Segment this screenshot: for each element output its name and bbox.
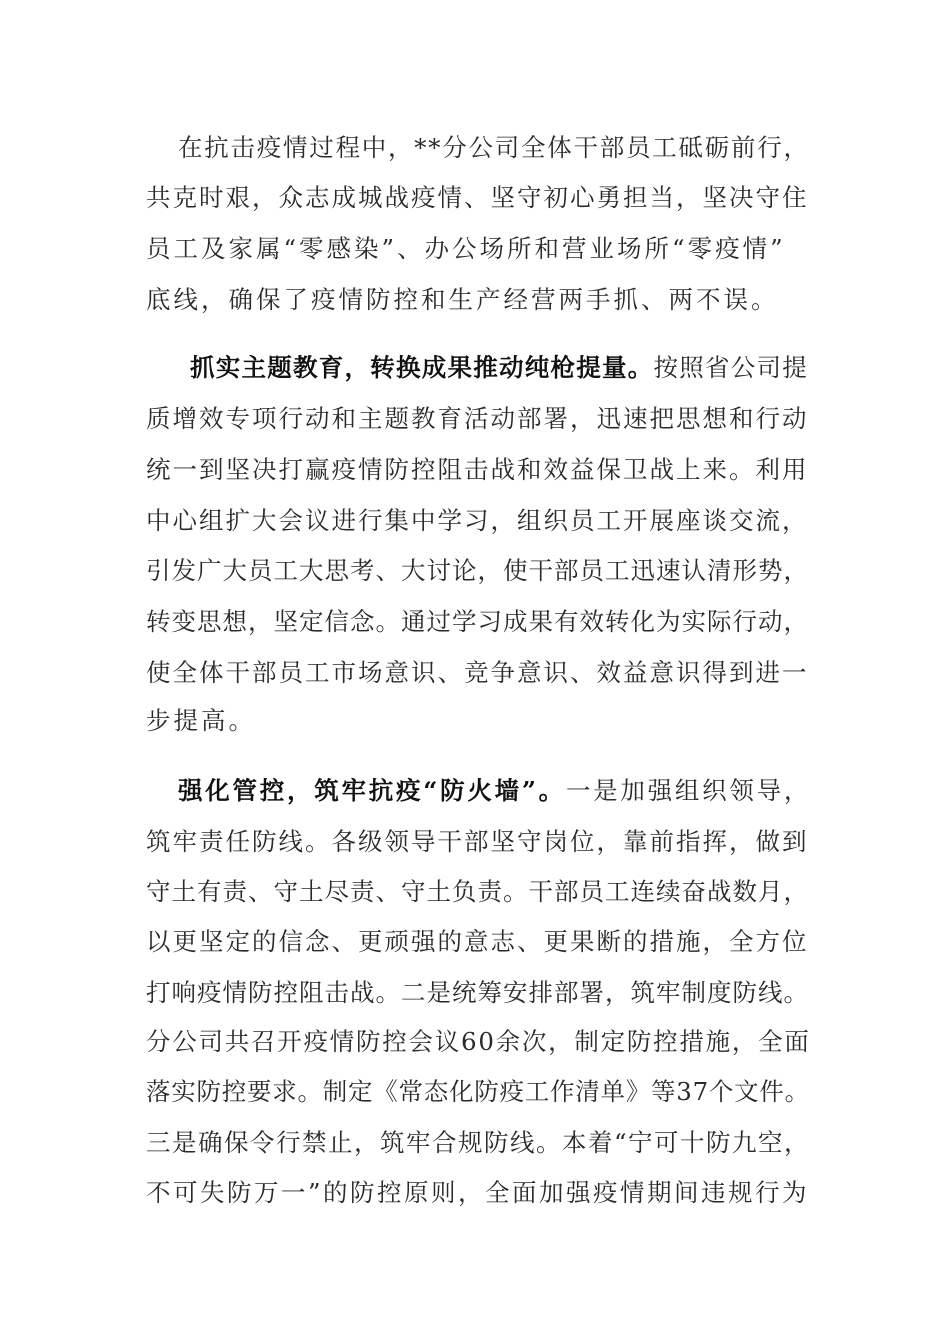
paragraph-line: 以更坚定的信念、更顽强的意志、更果断的措施，全方位 bbox=[146, 927, 809, 956]
paragraph-line: 落实防控要求。制定《常态化防疫工作清单》等37个文件。 bbox=[146, 1077, 810, 1106]
paragraph-first-line bbox=[190, 351, 808, 385]
paragraph-line: 守土有责、守土尽责、守土负责。干部员工连续奋战数月， bbox=[146, 877, 809, 906]
paragraph-line: 统一到坚决打赢疫情防控阻击战和效益保卫战上来。利用 bbox=[146, 455, 809, 484]
paragraph-text: 一是加强组织领导， bbox=[565, 776, 812, 805]
paragraph-line: 使全体干部员工市场意识、竞争意识、效益意识得到进一 bbox=[146, 658, 809, 687]
paragraph-heading: 强化管控，筑牢抗疫“防火墙”。 bbox=[178, 776, 566, 805]
paragraph-line: 步提高。 bbox=[146, 706, 256, 735]
paragraph-line: 三是确保令行禁止，筑牢合规防线。本着“宁可十防九空， bbox=[146, 1128, 811, 1157]
paragraph-line: 引发广大员工大思考、大讨论，使干部员工迅速认清形势， bbox=[146, 556, 809, 585]
paragraph-line: 员工及家属“零感染”、办公场所和营业场所“零疫情” bbox=[146, 234, 786, 263]
paragraph-line: 在抗击疫情过程中，**分公司全体干部员工砥砺前行， bbox=[178, 133, 810, 162]
paragraph-first-line bbox=[178, 774, 811, 808]
paragraph-line: 底线，确保了疫情防控和生产经营两手抓、两不误。 bbox=[146, 285, 779, 314]
paragraph-heading: 抓实主题教育，转换成果推动纯枪提量。 bbox=[190, 353, 654, 382]
paragraph-line: 共克时艰，众志成城战疫情、坚守初心勇担当，坚决守住 bbox=[146, 183, 809, 212]
paragraph-line: 打响疫情防控阻击战。二是统筹安排部署，筑牢制度防线。 bbox=[146, 978, 809, 1007]
paragraph-line: 质增效专项行动和主题教育活动部署，迅速把思想和行动 bbox=[146, 404, 809, 433]
paragraph-line: 分公司共召开疫情防控会议60余次，制定防控措施，全面 bbox=[146, 1027, 811, 1056]
paragraph-line: 中心组扩大会议进行集中学习，组织员工开展座谈交流， bbox=[146, 506, 809, 535]
paragraph-line: 不可失防万一”的防控原则，全面加强疫情期间违规行为 bbox=[146, 1178, 810, 1207]
paragraph-line: 转变思想，坚定信念。通过学习成果有效转化为实际行动， bbox=[146, 607, 809, 636]
paragraph-line: 筑牢责任防线。各级领导干部坚守岗位，靠前指挥，做到 bbox=[146, 827, 809, 856]
paragraph-text: 按照省公司提 bbox=[653, 353, 808, 382]
